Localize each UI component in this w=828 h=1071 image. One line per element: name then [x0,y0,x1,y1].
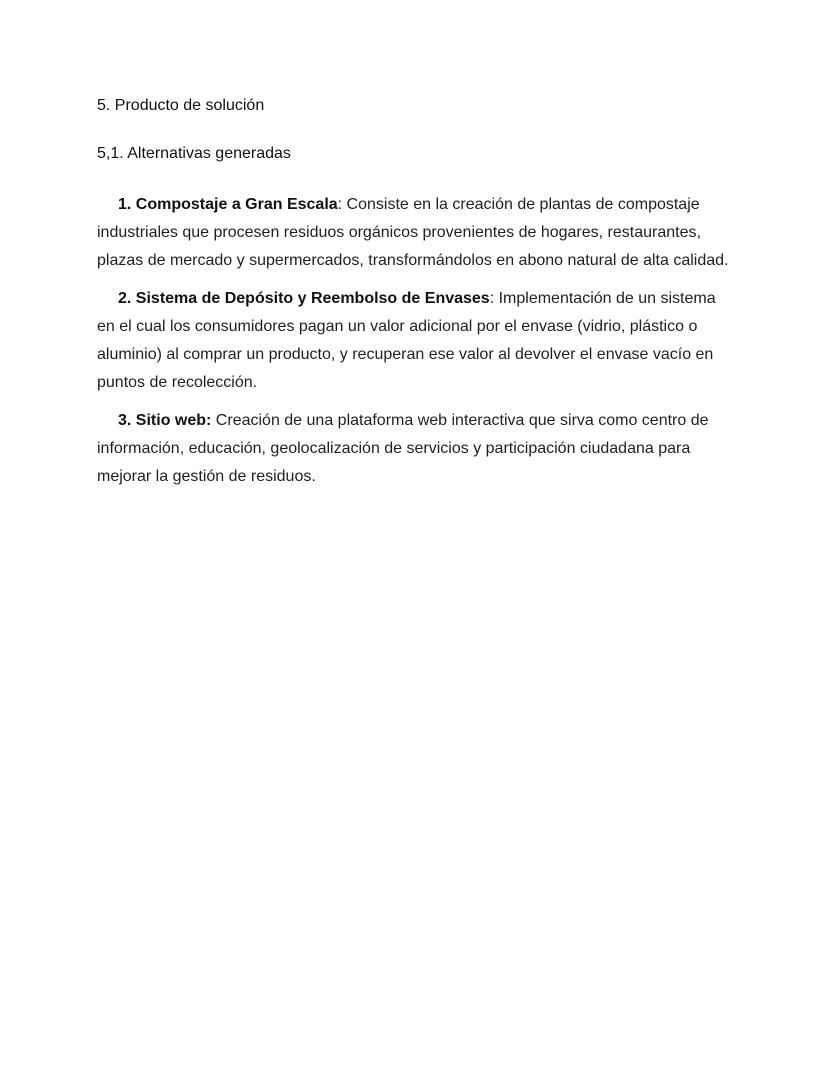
list-item-sitio-web [97,407,737,491]
list-item-text: Consiste en la creación de plantas de compostaje industriales que procesen residuos orgánicos provenientes de hogares, restaurantes, plazas de mercado y supermercados, transformándolos en abono natural de alta calidad. [97,196,729,269]
list-item-term: Compostaje a Gran Escala [135,196,338,213]
list-item-term: Sistema de Depósito y Reembolso de Envases [135,290,490,307]
subsection-title: 5,1. Alternativas generadas [97,145,291,162]
list-item-separator: : [337,196,343,213]
list-item-compostaje [97,191,737,275]
document-content [97,95,737,501]
list-item-number: 2. [118,290,132,307]
list-item-number: 3. [118,412,132,429]
list-item-deposito [97,285,737,397]
list-item-text: Creación de una plataforma web interactiva que sirva como centro de información, educación, geolocalización de servicios y participación ciudadana para mejorar la gestión de residuos. [97,412,709,485]
section-title: 5. Producto de solución [97,97,265,114]
list-item-term: Sitio web: [135,412,212,429]
list-item-text: Implementación de un sistema en el cual los consumidores pagan un valor adicional por el envase (vidrio, plástico o aluminio) al comprar un producto, y recuperan ese valor al devolver el envase vacío en puntos de recolección. [97,290,716,391]
list-item-separator: : [489,290,495,307]
list-item-number: 1. [118,196,132,213]
